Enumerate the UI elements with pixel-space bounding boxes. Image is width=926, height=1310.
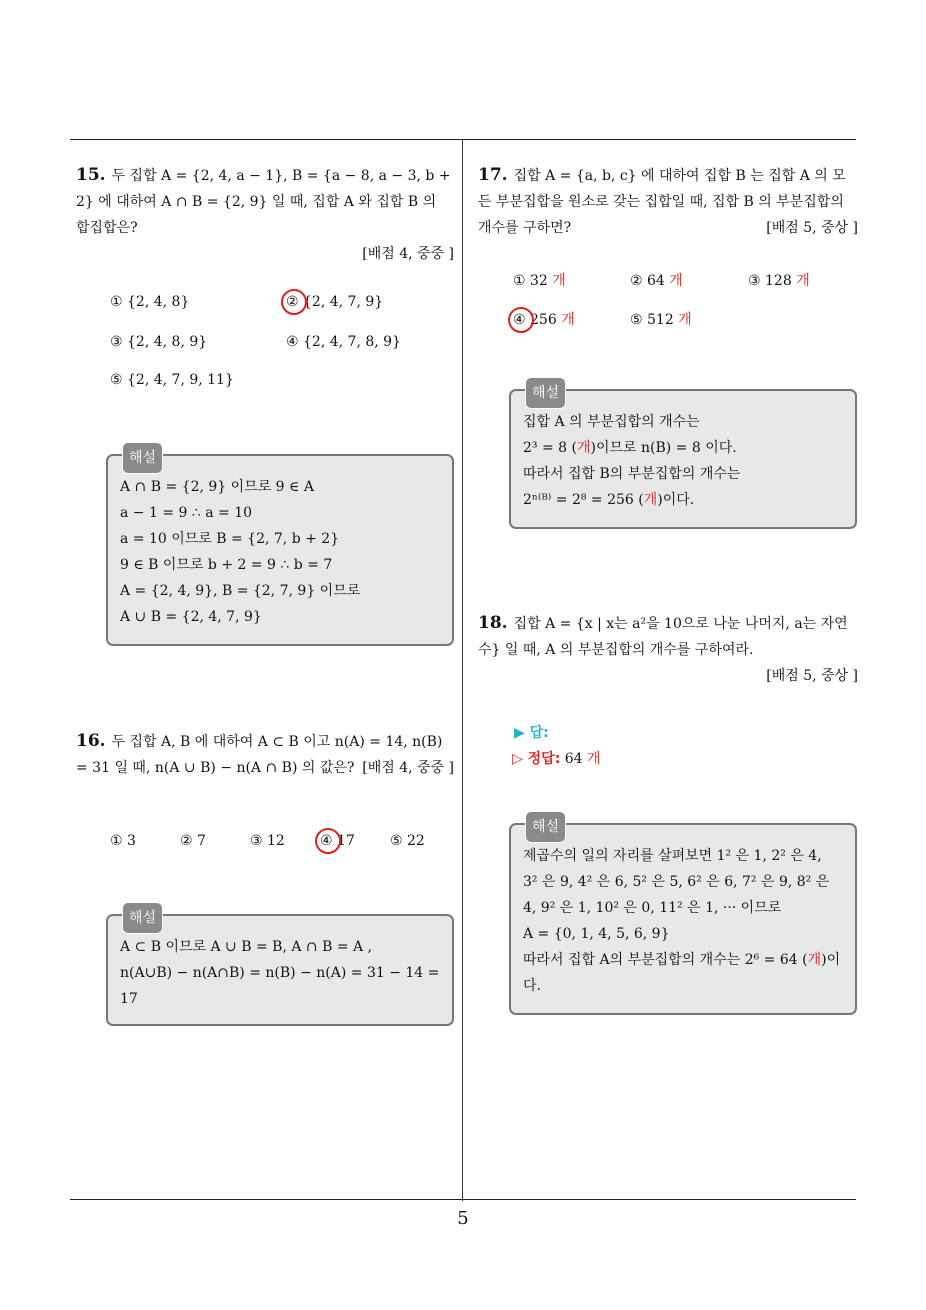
question-number: 15. <box>76 165 106 185</box>
correct-answer <box>512 748 601 768</box>
choice-1[interactable]: ① 32 개 <box>513 273 566 289</box>
selected-answer-mark: ④ <box>513 312 526 328</box>
choice-5[interactable]: ⑤ 512 개 <box>630 312 692 328</box>
solution-line: 2ⁿ⁽ᴮ⁾ = 2⁸ = 256 (개)이다. <box>523 492 695 508</box>
solution-line: A ∩ B = {2, 9} 이므로 9 ∈ A <box>120 479 314 495</box>
choice-5[interactable]: ⑤ 22 <box>390 833 425 849</box>
choice-2[interactable]: ② 64 개 <box>630 273 683 289</box>
solution-box-15 <box>106 450 454 646</box>
choice-2[interactable]: ② 7 <box>180 833 206 849</box>
question-meta: [배점 5, 중상 ] <box>766 668 858 684</box>
question-meta: [배점 5, 중상 ] <box>766 220 858 236</box>
question-number: 18. <box>478 613 508 633</box>
choice-3[interactable]: ③ 12 <box>250 833 285 849</box>
choice-3[interactable]: ③ 128 개 <box>748 273 810 289</box>
answer-label: ▶ 답: <box>514 725 549 741</box>
choice-4[interactable]: ④ 256 개 <box>513 312 575 328</box>
question-meta: [배점 4, 중중 ] <box>362 760 454 776</box>
solution-line: 따라서 집합 B의 부분집합의 개수는 <box>523 466 741 482</box>
choice-5[interactable]: ⑤ {2, 4, 7, 9, 11} <box>110 372 234 388</box>
question-text: 집합 A = {a, b, c} 에 대하여 집합 B 는 집합 A 의 모든 부분집합을 원소로 갖는 집합일 때, 집합 B 의 부분집합의 개수를 구하면? <box>478 168 846 236</box>
question-number: 16. <box>76 731 106 751</box>
unit-label: 개 <box>561 312 575 328</box>
selected-answer-mark: ② <box>286 294 299 310</box>
question-18 <box>478 610 858 689</box>
question-meta: [배점 4, 중중 ] <box>362 246 454 262</box>
correct-value: 64 <box>564 751 583 767</box>
top-rule <box>70 139 856 140</box>
solution-line: 9 ∈ B 이므로 b + 2 = 9 ∴ b = 7 <box>120 557 333 573</box>
question-text: 두 집합 A, B 에 대하여 A ⊂ B 이고 n(A) = 14, n(B) = 31 일 때, n(A ∪ B) − n(A ∩ B) 의 값은? <box>76 734 443 776</box>
page-number: 5 <box>457 1208 469 1229</box>
solution-box-17 <box>509 385 857 529</box>
choice-1[interactable]: ① {2, 4, 8} <box>110 294 190 310</box>
solution-line: 따라서 집합 A의 부분집합의 개수는 2⁶ = 64 (개)이다. <box>523 952 841 994</box>
solution-line: 4, 9² 은 1, 10² 은 0, 11² 은 1, ··· 이므로 <box>523 900 782 916</box>
solution-line: 2³ = 8 (개)이므로 n(B) = 8 이다. <box>523 440 737 456</box>
solution-line: 집합 A 의 부분집합의 개수는 <box>523 414 700 430</box>
choice-2[interactable]: ② {2, 4, 7, 9} <box>286 294 384 310</box>
question-15 <box>76 162 454 267</box>
solution-line: A ⊂ B 이므로 A ∪ B = B, A ∩ B = A , <box>120 939 373 955</box>
solution-box-16 <box>106 910 454 1026</box>
solution-tag: 해설 <box>122 902 163 934</box>
selected-answer-mark: ④ <box>320 833 333 849</box>
solution-tag: 해설 <box>122 442 163 474</box>
correct-label: ▷ 정답: <box>512 751 561 767</box>
question-text: 집합 A = {x | x는 a²을 10으로 나눈 나머지, a는 자연수} 일 때, A 의 부분집합의 개수를 구하여라. <box>478 616 848 658</box>
solution-line: A = {2, 4, 9}, B = {2, 7, 9} 이므로 <box>120 583 361 599</box>
unit-label: 개 <box>678 312 692 328</box>
solution-line: 17 <box>120 991 138 1007</box>
choice-4[interactable]: ④ {2, 4, 7, 8, 9} <box>286 334 401 350</box>
unit-label: 개 <box>587 751 601 767</box>
solution-tag: 해설 <box>525 811 566 843</box>
solution-line: a − 1 = 9 ∴ a = 10 <box>120 505 253 521</box>
unit-label: 개 <box>796 273 810 289</box>
question-17 <box>478 162 858 241</box>
solution-line: a = 10 이므로 B = {2, 7, b + 2} <box>120 531 340 547</box>
solution-line: n(A∪B) − n(A∩B) = n(B) − n(A) = 31 − 14 = <box>120 965 440 981</box>
question-number: 17. <box>478 165 508 185</box>
column-divider <box>462 140 463 1201</box>
unit-label: 개 <box>669 273 683 289</box>
solution-line: A = {0, 1, 4, 5, 6, 9} <box>523 926 670 942</box>
solution-tag: 해설 <box>525 377 566 409</box>
solution-line: A ∪ B = {2, 4, 7, 9} <box>120 609 262 625</box>
answer-field[interactable] <box>514 722 549 742</box>
question-text: 두 집합 A = {2, 4, a − 1}, B = {a − 8, a − 3, b + 2} 에 대하여 A ∩ B = {2, 9} 일 때, 집합 A 와 집합 B 의 합집합은? <box>76 168 451 236</box>
unit-label: 개 <box>552 273 566 289</box>
solution-line: 제곱수의 일의 자리를 살펴보면 1² 은 1, 2² 은 4, <box>523 848 822 864</box>
solution-box-18 <box>509 819 857 1015</box>
choice-3[interactable]: ③ {2, 4, 8, 9} <box>110 334 208 350</box>
bottom-rule <box>70 1199 856 1200</box>
solution-line: 3² 은 9, 4² 은 6, 5² 은 5, 6² 은 6, 7² 은 9, 8² 은 <box>523 874 830 890</box>
question-16 <box>76 728 454 781</box>
choice-4[interactable]: ④ 17 <box>320 833 355 849</box>
choice-1[interactable]: ① 3 <box>110 833 136 849</box>
